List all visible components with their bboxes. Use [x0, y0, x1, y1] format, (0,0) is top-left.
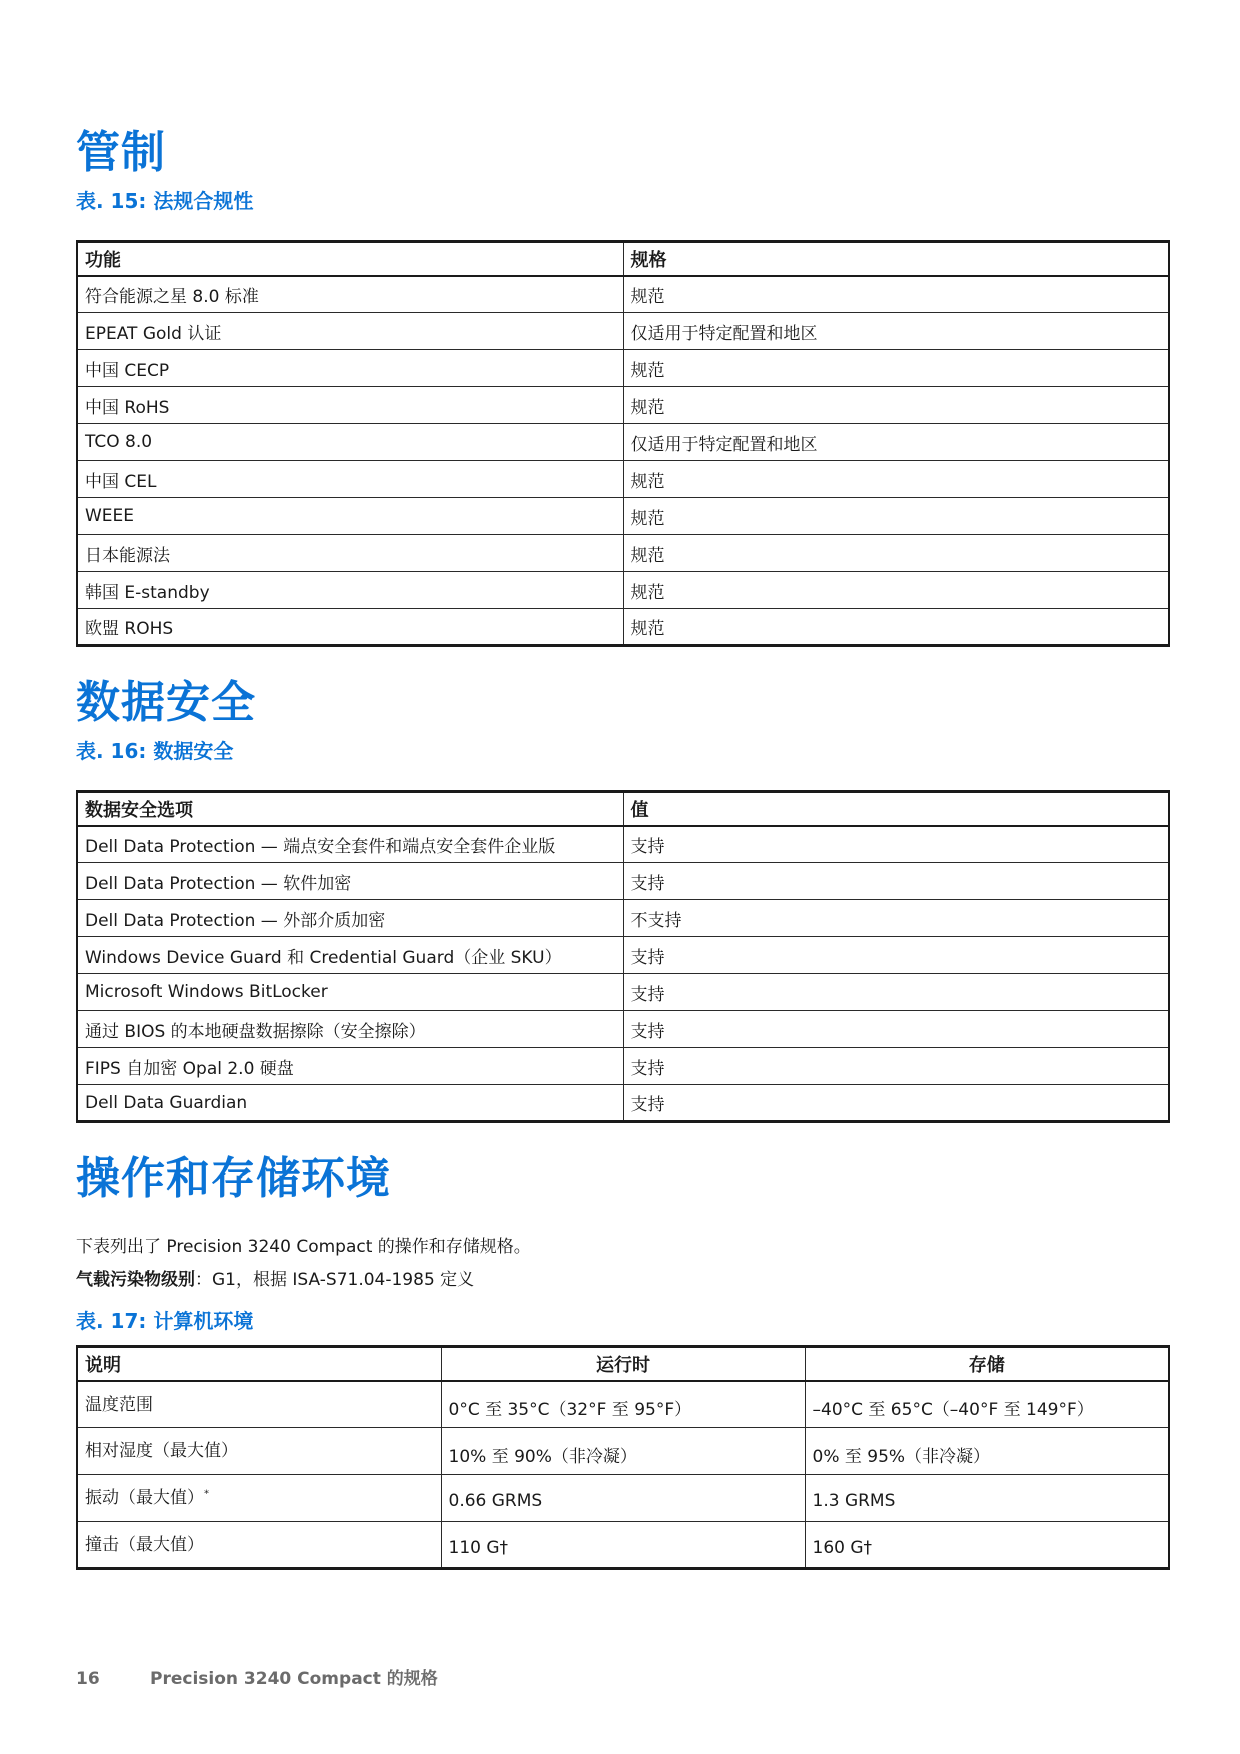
table-row — [77, 937, 1169, 974]
cell-storage: –40°C 至 65°C（–40°F 至 149°F） — [805, 1381, 1169, 1428]
description-text: 振动（最大值） — [85, 1488, 204, 1508]
cell-feature: TCO 8.0 — [77, 424, 623, 461]
cell-description: 相对湿度（最大值） — [77, 1428, 441, 1475]
table-row — [77, 461, 1169, 498]
table-row — [77, 974, 1169, 1011]
table-row — [77, 1381, 1169, 1428]
table-row — [77, 1085, 1169, 1122]
data-security-table — [76, 790, 1170, 1123]
cell-description: 温度范围 — [77, 1381, 441, 1428]
cell-value: 支持 — [623, 1011, 1169, 1048]
cell-operating: 0°C 至 35°C（32°F 至 95°F） — [441, 1381, 805, 1428]
cell-spec: 仅适用于特定配置和地区 — [623, 313, 1169, 350]
table-row — [77, 313, 1169, 350]
cell-spec: 规范 — [623, 572, 1169, 609]
cell-option: Dell Data Protection — 软件加密 — [77, 863, 623, 900]
table-row — [77, 387, 1169, 424]
cell-feature: 符合能源之星 8.0 标准 — [77, 276, 623, 313]
cell-option: 通过 BIOS 的本地硬盘数据擦除（安全擦除） — [77, 1011, 623, 1048]
cell-spec: 规范 — [623, 535, 1169, 572]
table-row — [77, 1428, 1169, 1475]
table-caption-regulatory: 表. 15: 法规合规性 — [76, 189, 254, 213]
table-row — [77, 276, 1169, 313]
page-footer — [76, 1664, 438, 1689]
column-header: 运行时 — [441, 1347, 805, 1381]
cell-feature: 中国 CEL — [77, 461, 623, 498]
cell-spec: 规范 — [623, 498, 1169, 535]
cell-operating: 10% 至 90%（非冷凝） — [441, 1428, 805, 1475]
cell-option: Dell Data Protection — 端点安全套件和端点安全套件企业版 — [77, 826, 623, 863]
cell-feature: 欧盟 ROHS — [77, 609, 623, 646]
cell-spec: 规范 — [623, 276, 1169, 313]
section-title-regulatory: 管制 — [76, 127, 166, 178]
airborne-value: ：G1，根据 ISA-S71.04-1985 定义 — [195, 1270, 475, 1290]
cell-value: 不支持 — [623, 900, 1169, 937]
cell-option: Dell Data Guardian — [77, 1085, 623, 1122]
table-row — [77, 1011, 1169, 1048]
table-row — [77, 1522, 1169, 1569]
cell-feature: 中国 CECP — [77, 350, 623, 387]
column-header: 功能 — [77, 242, 623, 276]
table-row — [77, 609, 1169, 646]
cell-option: Microsoft Windows BitLocker — [77, 974, 623, 1011]
column-header: 规格 — [623, 242, 1169, 276]
cell-value: 支持 — [623, 1048, 1169, 1085]
cell-option: FIPS 自加密 Opal 2.0 硬盘 — [77, 1048, 623, 1085]
airborne-contaminant-line — [76, 1265, 474, 1290]
environment-intro: 下表列出了 Precision 3240 Compact 的操作和存储规格。 — [76, 1237, 531, 1257]
table-row — [77, 572, 1169, 609]
regulatory-table — [76, 240, 1170, 647]
cell-spec: 规范 — [623, 461, 1169, 498]
cell-feature: EPEAT Gold 认证 — [77, 313, 623, 350]
table-row — [77, 350, 1169, 387]
table-caption-data-security: 表. 16: 数据安全 — [76, 739, 234, 763]
column-header: 存储 — [805, 1347, 1169, 1381]
cell-operating: 110 G† — [441, 1522, 805, 1569]
table-row — [77, 535, 1169, 572]
cell-value: 支持 — [623, 974, 1169, 1011]
cell-operating: 0.66 GRMS — [441, 1475, 805, 1522]
cell-storage: 1.3 GRMS — [805, 1475, 1169, 1522]
column-header: 数据安全选项 — [77, 792, 623, 826]
footnote-marker: * — [204, 1488, 209, 1500]
table-row — [77, 498, 1169, 535]
cell-storage: 160 G† — [805, 1522, 1169, 1569]
footer-doc-title: Precision 3240 Compact 的规格 — [150, 1669, 438, 1689]
section-title-environment: 操作和存储环境 — [76, 1153, 391, 1204]
environment-table — [76, 1345, 1170, 1570]
table-row — [77, 424, 1169, 461]
table-row — [77, 900, 1169, 937]
column-header: 值 — [623, 792, 1169, 826]
column-header: 说明 — [77, 1347, 441, 1381]
cell-spec: 仅适用于特定配置和地区 — [623, 424, 1169, 461]
cell-spec: 规范 — [623, 609, 1169, 646]
cell-value: 支持 — [623, 863, 1169, 900]
cell-storage: 0% 至 95%（非冷凝） — [805, 1428, 1169, 1475]
cell-value: 支持 — [623, 826, 1169, 863]
airborne-label: 气载污染物级别 — [76, 1270, 195, 1290]
cell-value: 支持 — [623, 1085, 1169, 1122]
page-number: 16 — [76, 1669, 100, 1689]
cell-option: Dell Data Protection — 外部介质加密 — [77, 900, 623, 937]
table-row — [77, 863, 1169, 900]
cell-feature: WEEE — [77, 498, 623, 535]
table-caption-environment: 表. 17: 计算机环境 — [76, 1309, 254, 1333]
cell-value: 支持 — [623, 937, 1169, 974]
cell-feature: 日本能源法 — [77, 535, 623, 572]
cell-spec: 规范 — [623, 387, 1169, 424]
section-title-data-security: 数据安全 — [76, 677, 256, 728]
cell-description: 撞击（最大值） — [77, 1522, 441, 1569]
table-row — [77, 1475, 1169, 1522]
cell-spec: 规范 — [623, 350, 1169, 387]
cell-feature: 中国 RoHS — [77, 387, 623, 424]
table-row — [77, 826, 1169, 863]
table-row — [77, 1048, 1169, 1085]
cell-feature: 韩国 E-standby — [77, 572, 623, 609]
cell-option: Windows Device Guard 和 Credential Guard（企业 SKU） — [77, 937, 623, 974]
cell-description — [77, 1475, 441, 1522]
